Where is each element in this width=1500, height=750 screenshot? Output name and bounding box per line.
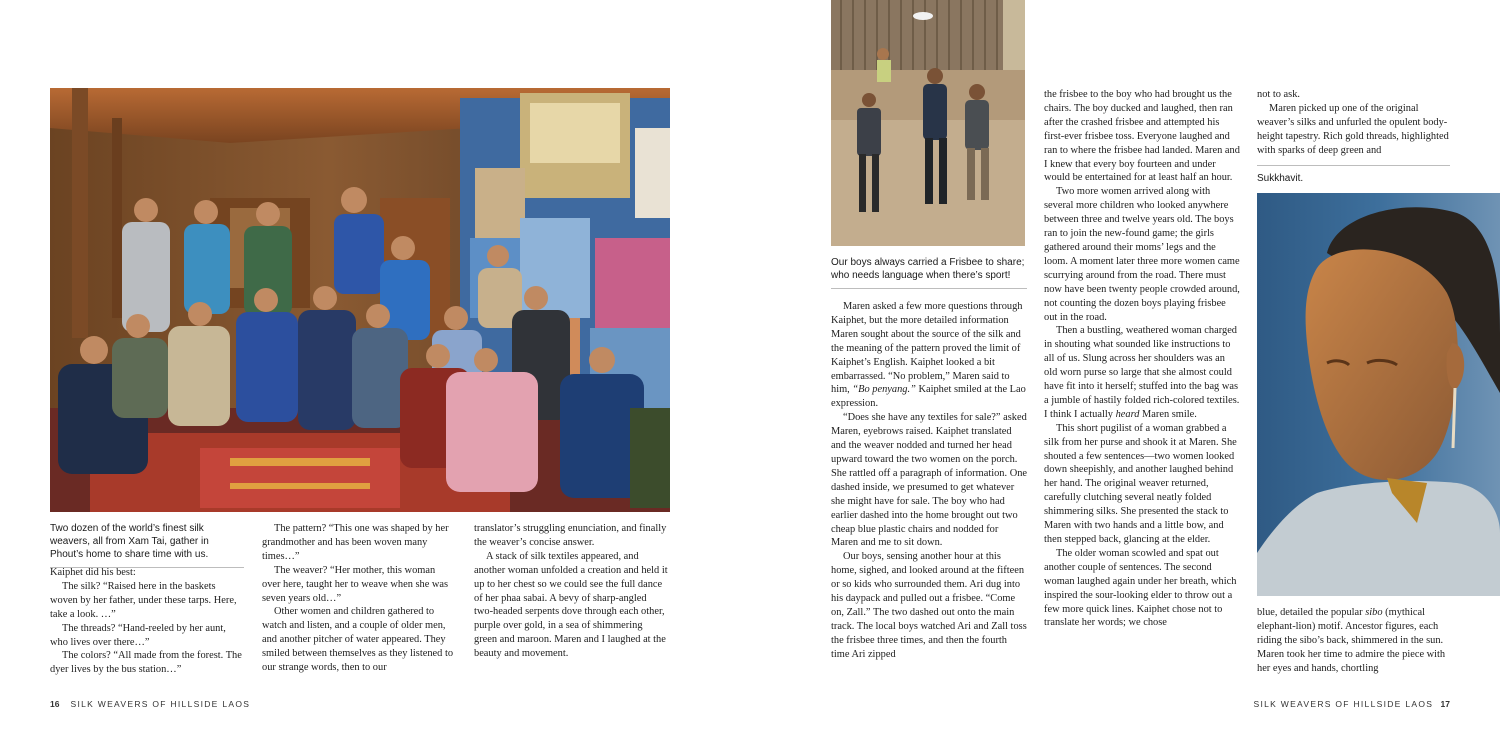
paragraph: Two more women arrived along with several more children who looked anywhere between three and twelve years old. The boys ran to join the new-found game; the girls gathered around their moms’ legs and the loom. A moment later three more women came scurrying around from the road. There must now have been twenty people crowded around, not counting the dozen boys playing frisbee out in the road. (1044, 186, 1240, 323)
paragraph: Other women and children gathered to watch and listen, and a couple of older men, and another pitcher of water appeared. They smiled between themselves as they listened to our strange words, then to our (262, 606, 454, 674)
elder-weaver-portrait (1257, 193, 1500, 596)
paragraph: not to ask. (1257, 89, 1301, 100)
paragraph: The threads? “Hand-reeled by her aunt, who lives over there…” (50, 622, 226, 648)
photo-caption: Two dozen of the world’s finest silk weavers, all from Xam Tai, gather in Phout’s home to share time with us. (50, 522, 244, 568)
text-column-1 (831, 300, 1027, 662)
paragraph: Maren picked up one of the original weaver’s silks and unfurled the opulent body-height tapestry. Rich gold threads, highlighted with sparks of deep green and (1257, 102, 1449, 156)
paragraph: The weaver? “Her mother, this woman over here, taught her to weave when she was seven years old…” (262, 564, 449, 604)
paragraph: The older woman scowled and spat out another couple of sentences. The second woman laughed again under her breath, which inspired the sour-looking elder to throw out a few more quick lines. Kaiphet chose not to translate her words; we chose (1044, 547, 1237, 629)
paragraph: Maren asked a few more questions through Kaiphet, but the more detailed information Maren sought about the source of the silk and the meaning of the pattern proved the limit of Kaiphet’s English. Kaiphet looked a bit embarrassed. “No problem,” Maren said to him, “Bo penyang.” Kaiphet smiled at the Lao expression. (831, 301, 1026, 410)
running-title: SILK WEAVERS OF HILLSIDE LAOS (1253, 699, 1434, 709)
text-column-3 (474, 522, 668, 661)
paragraph: blue, detailed the popular sibo (mythical elephant-lion) motif. Ancestor figures, each riding the sibo’s back, shimmered in the sun. Maren took her time to admire the piece with her eyes and hands, chortling (1257, 607, 1446, 674)
paragraph: This short pugilist of a woman grabbed a silk from her purse and shook it at Maren. She shouted a few sentences—two women looked down sheepishly, and another laughed behind her hand. The original weaver returned, carefully clutching several neatly folded shimmering silks. She presented the stack to Maren with two hands and a little bow, and then stepped back, glancing at the elder. (1044, 422, 1237, 545)
divider (1257, 165, 1450, 166)
paragraph: Then a bustling, weathered woman charged in shouting what sounded like instructions to all of us. Slung across her shoulders was an old worn purse so large that she almost could have fit into it herself; stuffed into the bag was a jumble of hastily folded rich-colored textiles. I think I actually heard Maren smile. (1044, 325, 1240, 420)
text-column-3-top (1257, 88, 1450, 158)
weavers-group-photo (50, 88, 670, 512)
text-column-2 (1044, 88, 1240, 630)
photo-caption: Our boys always carried a Frisbee to share; who needs language when there’s sport! (831, 256, 1027, 289)
page-number: 17 (1440, 699, 1450, 709)
paragraph: “Does she have any textiles for sale?” asked Maren, eyebrows raised. Kaiphet translated and the weaver nodded and turned her head upward toward the two women on the porch. She rattled off a paragraph of information. One dashed inside, we presumed to get whatever she might have for sale. The boy who had earlier dashed into the home brought out two cheap blue plastic chairs and nodded for Maren and me to sit down. (831, 412, 1028, 549)
text-column-3-bottom (1257, 606, 1450, 676)
paragraph: Kaiphet did his best: (50, 567, 136, 578)
right-page (750, 0, 1500, 750)
text-column-2 (262, 522, 456, 675)
paragraph: The pattern? “This one was shaped by her grandmother and has been woven many times…” (262, 523, 449, 562)
paragraph: the frisbee to the boy who had brought us the chairs. The boy ducked and laughed, then ran after the crashed frisbee and attempted his first-ever frisbee toss. Everyone laughed and ran to where the frisbee had landed. Maren and I knew that every boy fourteen and under would be entertained for at least half an hour. (1044, 89, 1240, 184)
paragraph: A stack of silk textiles appeared, and another woman unfolded a creation and held it up to her chest so we could see the full dance of her phaa sabai. A bevy of sharp-angled two-headed serpents dove through each other, purple over gold, in a sea of shimmering green and maroon. Maren and I laughed at the beauty and movement. (474, 550, 668, 660)
paragraph: The silk? “Raised here in the baskets woven by her father, under these tarps. Here, take a look. …” (50, 580, 237, 620)
page-number: 16 (50, 699, 60, 709)
frisbee-boys-photo (831, 0, 1025, 246)
paragraph: Our boys, sensing another hour at this home, sighed, and looked around at the fifteen or so kids who surrounded them. Ari dug into his daypack and pulled out a frisbee. “Come on, Zall.” The two dashed out onto the main track. The local boys watched Ari and Zall toss the frisbee three times, and then the fourth time Ari zipped (831, 551, 1027, 660)
portrait-caption: Sukkhavit. (1257, 173, 1304, 184)
paragraph: The colors? “All made from the forest. The dyer lives by the bus station…” (50, 650, 242, 676)
paragraph: translator’s struggling enunciation, and finally the weaver’s concise answer. (474, 523, 667, 548)
text-column-1 (50, 566, 244, 677)
page-footer (50, 699, 250, 709)
page-footer (1253, 699, 1450, 709)
running-title: SILK WEAVERS OF HILLSIDE LAOS (70, 699, 251, 709)
